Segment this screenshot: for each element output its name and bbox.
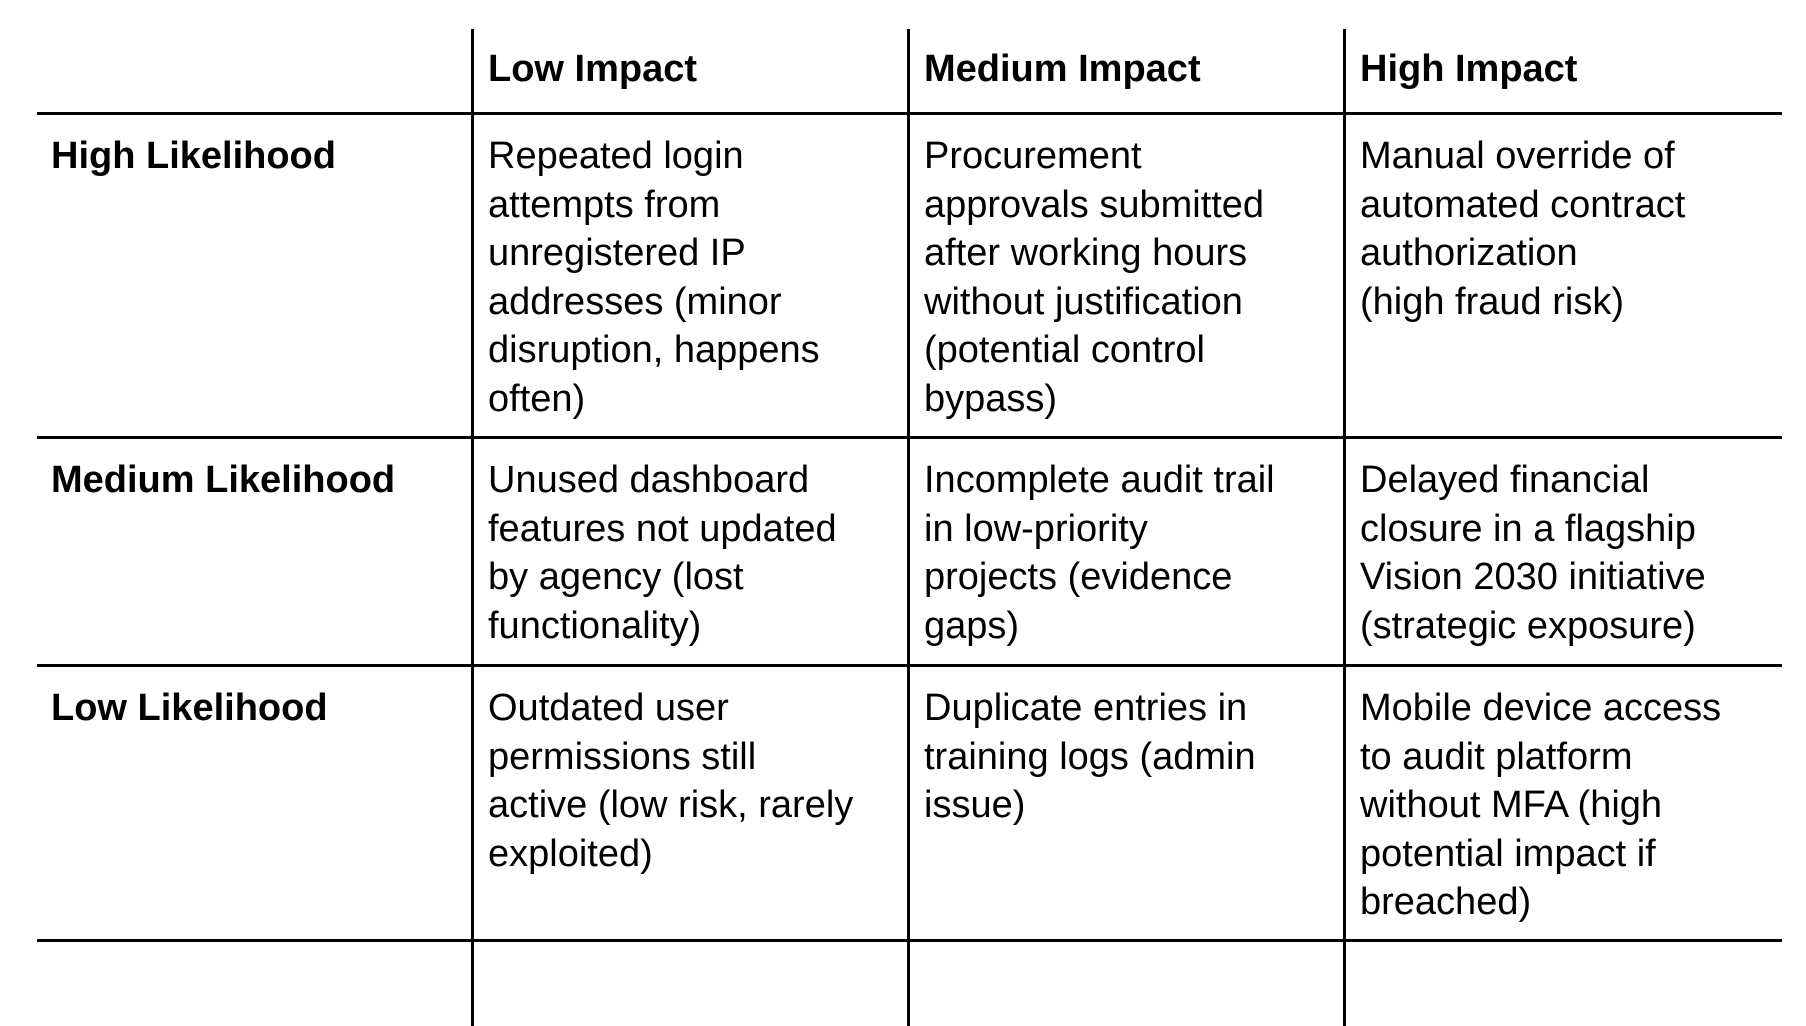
risk-cell-high-likelihood-low-impact: Repeated login attempts from unregistered IP addresses (minor disruption, happens often) [488,135,820,420]
row-header-low-likelihood: Low Likelihood [51,687,328,729]
row-header-medium-likelihood: Medium Likelihood [51,459,396,501]
risk-cell-low-likelihood-low-impact: Outdated user permissions still active (low risk, rarely exploited) [488,687,854,875]
column-header-medium-impact: Medium Impact [924,48,1201,90]
column-header-low-impact: Low Impact [488,48,698,90]
risk-cell-high-likelihood-medium-impact: Procurement approvals submitted after working hours without justification (potential control bypass) [924,135,1265,420]
risk-cell-high-likelihood-high-impact: Manual override of automated contract authorization (high fraud risk) [1360,135,1686,323]
row-divider-1 [37,436,1782,439]
column-divider-1 [471,29,474,1026]
risk-cell-medium-likelihood-low-impact: Unused dashboard features not updated by agency (lost functionality) [488,459,837,647]
header-divider [37,112,1782,115]
risk-cell-low-likelihood-medium-impact: Duplicate entries in training logs (admin issue) [924,687,1256,826]
column-header-high-impact: High Impact [1360,48,1578,90]
column-divider-3 [1343,29,1346,1026]
row-header-high-likelihood: High Likelihood [51,135,336,177]
risk-cell-low-likelihood-high-impact: Mobile device access to audit platform without MFA (high potential impact if breached) [1360,687,1722,923]
risk-cell-medium-likelihood-medium-impact: Incomplete audit trail in low-priority projects (evidence gaps) [924,459,1275,647]
column-divider-2 [907,29,910,1026]
risk-cell-medium-likelihood-high-impact: Delayed financial closure in a flagship Vision 2030 initiative (strategic exposure) [1360,459,1706,647]
row-divider-2 [37,664,1782,667]
row-divider-3 [37,939,1782,942]
